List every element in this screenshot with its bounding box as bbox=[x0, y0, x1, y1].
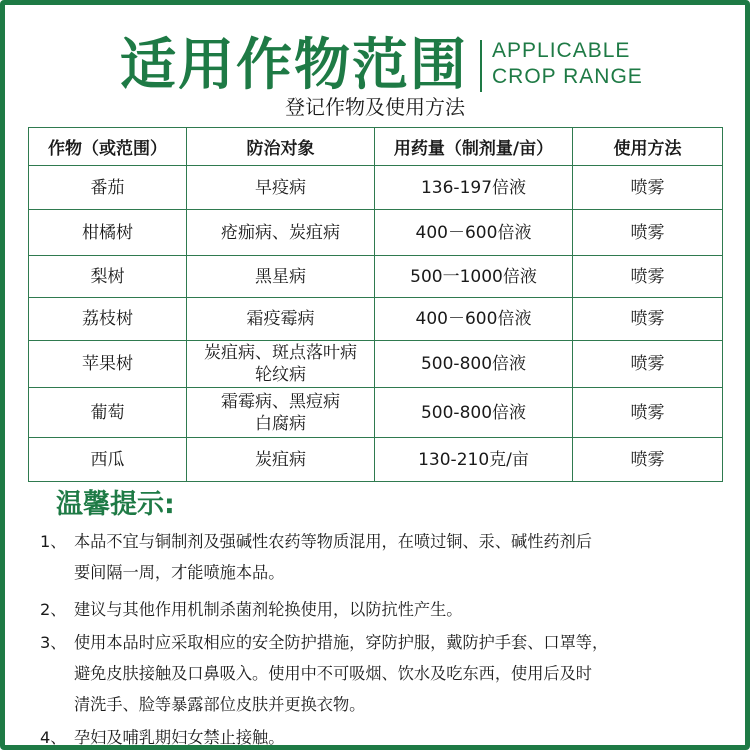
page-subtitle: 登记作物及使用方法 bbox=[285, 95, 465, 119]
cell-method: 喷雾 bbox=[573, 341, 723, 388]
table-row bbox=[29, 298, 723, 341]
cell-target: 疮痂病、炭疽病 bbox=[187, 210, 375, 256]
cell-dosage: 130-210克/亩 bbox=[375, 438, 573, 482]
cell-target: 霜疫霉病 bbox=[187, 298, 375, 341]
title-en-line1: APPLICABLE bbox=[492, 39, 631, 62]
header-dosage: 用药量（制剂量/亩） bbox=[375, 128, 573, 166]
cell-method: 喷雾 bbox=[573, 210, 723, 256]
table-row bbox=[29, 438, 723, 482]
table-row bbox=[29, 256, 723, 298]
tip-line: 避免皮肤接触及口鼻吸入。使用中不可吸烟、饮水及吃东西，使用后及时 bbox=[74, 664, 592, 683]
title-divider bbox=[480, 40, 482, 92]
cell-dosage: 500-800倍液 bbox=[375, 388, 573, 438]
cell-crop: 番茄 bbox=[29, 166, 187, 210]
cell-dosage: 500-800倍液 bbox=[375, 341, 573, 388]
page-title: 适用作物范围 bbox=[120, 33, 468, 98]
cell-target-line: 炭疽病、斑点落叶病 bbox=[204, 343, 357, 363]
cell-method: 喷雾 bbox=[573, 256, 723, 298]
cell-dosage: 400－600倍液 bbox=[375, 298, 573, 341]
cell-crop: 苹果树 bbox=[29, 341, 187, 388]
tip-line: 要间隔一周，才能喷施本品。 bbox=[74, 563, 285, 582]
cell-crop: 葡萄 bbox=[29, 388, 187, 438]
header-target: 防治对象 bbox=[187, 128, 375, 166]
cell-dosage: 400－600倍液 bbox=[375, 210, 573, 256]
table-header-row bbox=[29, 128, 723, 166]
tip-number: 3、 bbox=[40, 633, 67, 652]
cell-target: 黑星病 bbox=[187, 256, 375, 298]
tip-line: 建议与其他作用机制杀菌剂轮换使用，以防抗性产生。 bbox=[74, 600, 463, 619]
tip-item bbox=[40, 526, 720, 588]
table-row bbox=[29, 388, 723, 438]
cell-target-line: 霜霉病、黑痘病 bbox=[221, 391, 340, 412]
cell-target-line: 轮纹病 bbox=[255, 365, 306, 385]
cell-method: 喷雾 bbox=[573, 298, 723, 341]
tip-line: 使用本品时应采取相应的安全防护措施，穿防护服，戴防护手套、口罩等， bbox=[74, 633, 609, 652]
tip-line: 清洗手、脸等暴露部位皮肤并更换衣物。 bbox=[74, 695, 366, 714]
tip-item bbox=[40, 594, 720, 625]
crop-table bbox=[28, 127, 723, 482]
cell-method: 喷雾 bbox=[573, 438, 723, 482]
cell-crop: 柑橘树 bbox=[29, 210, 187, 256]
cell-target bbox=[187, 341, 375, 388]
tip-number: 1、 bbox=[40, 532, 67, 551]
tips-title: 温馨提示: bbox=[56, 489, 175, 520]
tip-number: 2、 bbox=[40, 600, 67, 619]
tip-line: 本品不宜与铜制剂及强碱性农药等物质混用，在喷过铜、汞、碱性药剂后 bbox=[74, 532, 592, 551]
cell-method: 喷雾 bbox=[573, 166, 723, 210]
cell-crop: 梨树 bbox=[29, 256, 187, 298]
header-crop: 作物（或范围） bbox=[29, 128, 187, 166]
tip-item bbox=[40, 627, 720, 720]
table-row bbox=[29, 166, 723, 210]
cell-crop: 荔枝树 bbox=[29, 298, 187, 341]
table-row bbox=[29, 210, 723, 256]
cell-target bbox=[187, 388, 375, 438]
tip-line: 孕妇及哺乳期妇女禁止接触。 bbox=[74, 728, 285, 747]
cell-target-line: 白腐病 bbox=[255, 413, 306, 434]
title-en-line2: CROP RANGE bbox=[492, 65, 643, 88]
tip-number: 4、 bbox=[40, 728, 67, 747]
header-method: 使用方法 bbox=[573, 128, 723, 166]
table-row bbox=[29, 341, 723, 388]
cell-dosage: 136-197倍液 bbox=[375, 166, 573, 210]
cell-method: 喷雾 bbox=[573, 388, 723, 438]
cell-dosage: 500一1000倍液 bbox=[375, 256, 573, 298]
tips-list bbox=[40, 526, 720, 753]
cell-crop: 西瓜 bbox=[29, 438, 187, 482]
cell-target: 炭疽病 bbox=[187, 438, 375, 482]
cell-target: 早疫病 bbox=[187, 166, 375, 210]
tip-item bbox=[40, 722, 720, 753]
